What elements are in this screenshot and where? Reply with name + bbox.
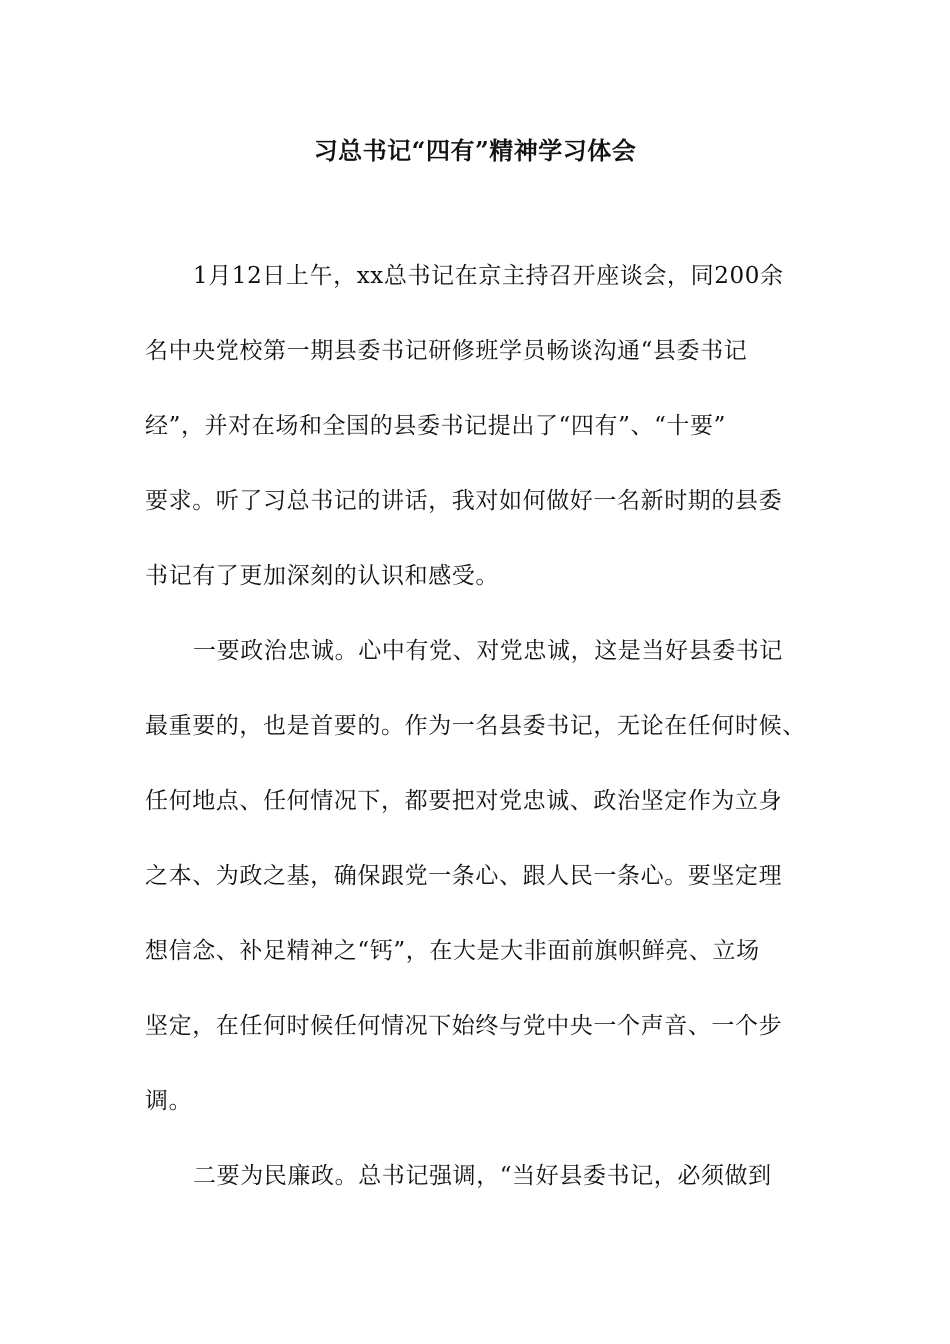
paragraph-1-line-4: 要求。听了习总书记的讲话，我对如何做好一名新时期的县委: [145, 488, 783, 514]
paragraph-2-line-7: 调。: [145, 1088, 193, 1114]
paragraph-1-line-1: 1月12日上午，xx总书记在京主持召开座谈会，同200余: [193, 263, 784, 289]
paragraph-3-line-1: 二要为民廉政。总书记强调，“当好县委书记，必须做到: [193, 1163, 772, 1189]
paragraph-1-line-3: 经”，并对在场和全国的县委书记提出了“四有”、“十要”: [145, 413, 726, 439]
paragraph-2-line-4: 之本、为政之基，确保跟党一条心、跟人民一条心。要坚定理: [145, 863, 783, 889]
paragraph-2-line-3: 任何地点、任何情况下，都要把对党忠诚、政治坚定作为立身: [145, 788, 783, 814]
paragraph-1-line-2: 名中央党校第一期县委书记研修班学员畅谈沟通“县委书记: [145, 338, 748, 364]
paragraph-2-line-5: 想信念、补足精神之“钙”，在大是大非面前旗帜鲜亮、立场: [145, 938, 760, 964]
document-title: 习总书记“四有”精神学习体会: [313, 136, 637, 165]
paragraph-2-line-2: 最重要的，也是首要的。作为一名县委书记，无论在任何时候、: [145, 713, 806, 739]
paragraph-2-line-1: 一要政治忠诚。心中有党、对党忠诚，这是当好县委书记: [193, 638, 783, 664]
paragraph-1-line-5: 书记有了更加深刻的认识和感受。: [145, 563, 499, 589]
paragraph-2-line-6: 坚定，在任何时候任何情况下始终与党中央一个声音、一个步: [145, 1013, 783, 1039]
